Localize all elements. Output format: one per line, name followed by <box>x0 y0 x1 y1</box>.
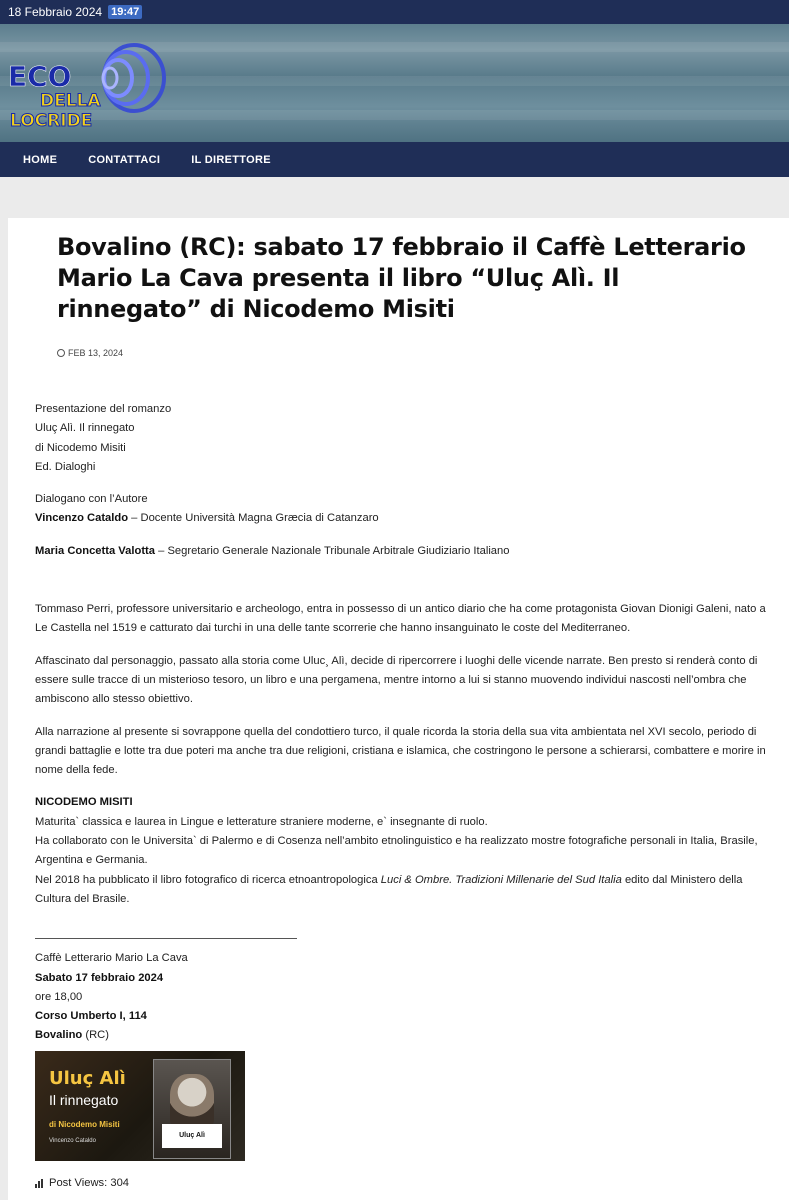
bio-line-1: Maturita` classica e laurea in Lingue e letterature straniere moderne, e` insegnante di ruolo. <box>35 815 488 828</box>
event-poster-image[interactable] <box>35 1051 245 1161</box>
site-header <box>0 24 789 142</box>
current-time: 19:47 <box>108 5 142 19</box>
event-address <box>35 1007 775 1026</box>
post-views <box>35 1174 775 1193</box>
intro-line: di Nicodemo Misiti <box>35 441 126 454</box>
event-venue: Caffè Letterario Mario La Cava <box>35 952 188 965</box>
guest-2-name: Maria Concetta Valotta <box>35 544 155 557</box>
event-address-text: Corso Umberto I, 114 <box>35 1010 147 1023</box>
main-nav <box>0 142 789 177</box>
bio-heading-text: NICODEMO MISITI <box>35 796 133 809</box>
event-city-name: Bovalino <box>35 1029 83 1042</box>
event-day-text: Sabato 17 febbraio 2024 <box>35 971 164 984</box>
logo-text-locride: LOCRIDE <box>10 111 93 130</box>
bio-line-3 <box>35 871 775 910</box>
book-label: Uluç Alì <box>162 1124 222 1147</box>
logo-text-della: DELLA <box>40 91 101 111</box>
guest-2 <box>35 542 775 561</box>
paragraph-2: Affascinato dal personaggio, passato alla storia come Uluc¸ Alì, decide di ripercorrere i luoghi delle vicende narrate. Ben presto si renderà conto di essere sulle tracce di un misterioso tesoro, un libro e una pergamena, mentre intorno a lui si stanno muovendo individui nascosti nell’ombra che ambiscono allo stesso obiettivo. <box>35 654 758 706</box>
top-bar <box>0 0 789 24</box>
post-views-count: 304 <box>110 1176 130 1189</box>
book-cover <box>153 1059 231 1159</box>
clock-icon <box>57 349 65 357</box>
paragraph-1: Tommaso Perri, professore universitario e archeologo, entra in possesso di un antico diario che ha come protagonista Giovan Dionigi Galeni, nato a Le Castella nel 1519 e catturato dai turchi in una delle tante scorrerie che hanno insanguinato le coste del Mediterraneo. <box>35 603 766 635</box>
bio-heading <box>35 793 775 812</box>
dialogue-label: Dialogano con l’Autore <box>35 493 148 506</box>
bar-chart-icon <box>35 1179 43 1188</box>
bio-line-2: Ha collaborato con le Universita` di Palermo e di Cosenza nell’ambito etnolinguistico e ha realizzato mostre fotografiche personali in Italia, Brasile, Argentina e Germania. <box>35 835 758 867</box>
signal-rings-logo-icon <box>6 40 176 130</box>
event-city-suffix: (RC) <box>82 1029 109 1042</box>
poster-guests: Vincenzo Cataldo <box>49 1137 96 1144</box>
event-hour: ore 18,00 <box>35 990 83 1003</box>
intro-line: Uluç Alì. Il rinnegato <box>35 422 135 435</box>
bio-line-3-b: edito dal Ministero della Cultura del Brasile. <box>35 873 743 905</box>
intro-line: Ed. Dialoghi <box>35 460 96 473</box>
article-title: Bovalino (RC): sabato 17 febbraio il Caffè Letterario Mario La Cava presenta il libro “Uluç Alì. Il rinnegato” di Nicodemo Misiti <box>57 233 746 323</box>
article-date <box>57 348 123 358</box>
poster-subtitle: Il rinnegato <box>49 1091 119 1108</box>
guest-1 <box>35 509 775 528</box>
article-date-text: FEB 13, 2024 <box>68 348 124 358</box>
nav-contattaci[interactable]: CONTATTACI <box>88 153 161 166</box>
bio-line-3-a: Nel 2018 ha pubblicato il libro fotografico di ricerca etnoantropologica <box>35 873 381 886</box>
guest-1-name: Vincenzo Cataldo <box>35 512 129 525</box>
guest-2-role: – Segretario Generale Nazionale Tribunale Arbitrale Giudiziario Italiano <box>155 544 510 557</box>
post-views-label: Post Views: <box>49 1176 108 1189</box>
nav-home[interactable]: HOME <box>23 153 58 166</box>
guest-1-role: – Docente Università Magna Græcia di Catanzaro <box>128 512 379 525</box>
paragraph-3: Alla narrazione al presente si sovrappone quella del condottiero turco, il quale ricorda la storia della sua vita ambientata nel XVI secolo, periodo di grandi battaglie e lotte tra due poteri ma anche tra due religioni, cristiana e islamica, che costringono le persone a schierarsi, combattere e morire in nome della fede. <box>35 725 766 777</box>
current-date: 18 Febbraio 2024 <box>8 5 103 19</box>
logo-text-eco: ECO <box>8 60 72 93</box>
event-city <box>35 1026 775 1045</box>
event-day <box>35 969 775 988</box>
article-card <box>8 218 789 1200</box>
divider <box>35 938 297 939</box>
portrait-illustration <box>170 1074 214 1126</box>
bio-book-title: Luci & Ombre. Tradizioni Millenarie del Sud Italia <box>380 873 622 886</box>
poster-title: Uluç Alì <box>49 1067 126 1089</box>
site-logo[interactable] <box>6 40 176 130</box>
article-body <box>35 400 775 1193</box>
poster-author: di Nicodemo Misiti <box>49 1119 120 1129</box>
nav-il-direttore[interactable]: IL DIRETTORE <box>191 153 271 166</box>
intro-line: Presentazione del romanzo <box>35 403 172 415</box>
